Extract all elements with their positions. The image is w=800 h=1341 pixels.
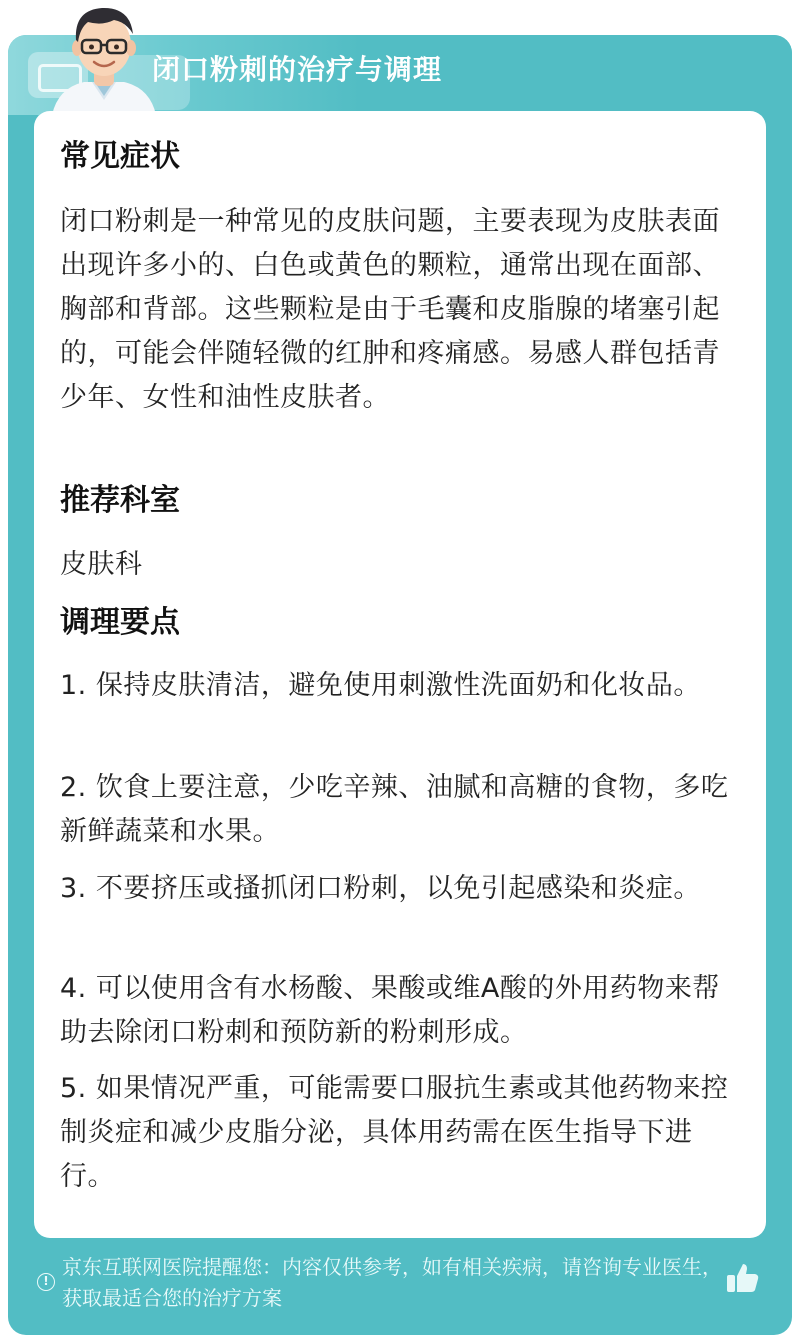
page-title: 闭口粉刺的治疗与调理 — [152, 53, 443, 86]
symptoms-text: 闭口粉刺是一种常见的皮肤问题，主要表现为皮肤表面出现许多小的、白色或黄色的颗粒，通常出现在面部、胸部和背部。这些颗粒是由于毛囊和皮脂腺的堵塞引起的，可能会伴随轻微的红肿和疼痛感。易感人群包括青少年、女性和油性皮肤者。 — [60, 206, 720, 413]
care-item: 3. 不要挤压或搔抓闭口粉刺，以免引起感染和炎症。 — [60, 873, 701, 904]
content-card — [34, 111, 766, 1238]
info-icon: ! — [37, 1273, 55, 1291]
care-title: 调理要点 — [60, 605, 180, 640]
department-text: 皮肤科 — [60, 549, 143, 580]
care-item: 4. 可以使用含有水杨酸、果酸或维A酸的外用药物来帮助去除闭口粉刺和预防新的粉刺形成。 — [60, 973, 720, 1048]
doctor-avatar — [44, 0, 164, 115]
care-item: 1. 保持皮肤清洁，避免使用刺激性洗面奶和化妆品。 — [60, 670, 701, 701]
care-item: 5. 如果情况严重，可能需要口服抗生素或其他药物来控制炎症和减少皮脂分泌，具体用药需在医生指导下进行。 — [60, 1073, 729, 1192]
department-title: 推荐科室 — [60, 483, 180, 518]
symptoms-title: 常见症状 — [60, 139, 180, 174]
thumbs-up-icon[interactable] — [724, 1260, 760, 1296]
footer-notice: 京东互联网医院提醒您：内容仅供参考，如有相关疾病，请咨询专业医生，获取最适合您的治疗方案 — [62, 1255, 722, 1310]
care-item: 2. 饮食上要注意，少吃辛辣、油腻和高糖的食物，多吃新鲜蔬菜和水果。 — [60, 772, 729, 847]
